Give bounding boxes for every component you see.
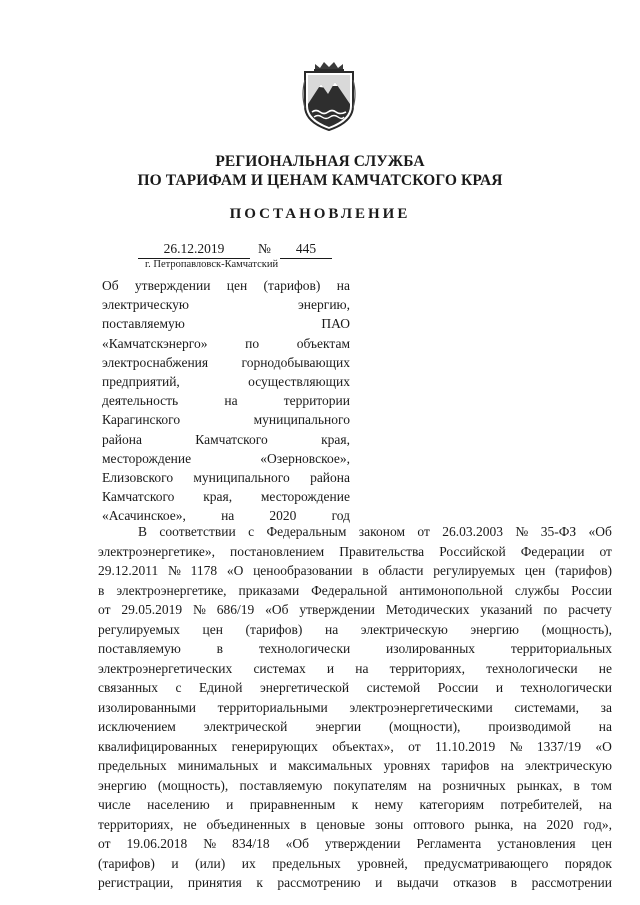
word: соответствии — [159, 524, 236, 539]
word: в — [98, 582, 105, 598]
word: 1337/19 — [536, 738, 582, 754]
word: (тарифов) — [555, 563, 612, 578]
subject-line — [102, 334, 350, 353]
word: к — [256, 875, 263, 890]
word: от — [417, 524, 430, 539]
word: края, — [321, 431, 350, 447]
word: рынка, — [474, 816, 514, 832]
word: № — [509, 738, 523, 754]
word: электрическую — [524, 758, 612, 773]
word: территориях, — [389, 660, 466, 676]
word: поставляемую — [239, 777, 323, 793]
word: указаний — [480, 602, 533, 617]
word: поставляемую — [102, 316, 185, 332]
word: электроэнергетическими — [349, 699, 493, 715]
subject-line — [102, 372, 350, 391]
word: «Асачинское», — [102, 508, 186, 524]
word: энергетической — [259, 680, 350, 695]
word: «Об — [588, 524, 612, 539]
word: территории — [283, 393, 350, 409]
word: от — [599, 543, 612, 559]
document-city: г. Петропавловск-Камчатский — [145, 259, 279, 270]
kamchatka-coat-of-arms-icon — [301, 60, 357, 132]
word: электроэнергетике», — [98, 543, 215, 559]
word: генерирующих — [231, 738, 318, 754]
subject-line — [102, 449, 350, 468]
word: (или) — [195, 855, 226, 871]
word: уровней, — [357, 855, 408, 871]
word: год — [331, 508, 350, 524]
word: Федерации — [520, 543, 585, 559]
document-type-title: ПОСТАНОВЛЕНИЕ — [229, 206, 411, 222]
word: выдачи — [396, 875, 439, 890]
word: квалифицированных — [98, 738, 218, 754]
word: Методических — [385, 602, 470, 617]
word: и — [375, 875, 383, 890]
word: Федеральной — [311, 582, 388, 598]
word: регулируемых — [433, 563, 516, 578]
word: Об — [102, 278, 119, 293]
word: системой — [366, 680, 421, 695]
word: предельных — [272, 855, 341, 871]
body-line — [98, 659, 612, 679]
number-sign: № — [258, 241, 271, 256]
subject-line — [102, 314, 350, 333]
word: на — [355, 660, 369, 676]
word: системах — [253, 660, 306, 676]
word: 19.06.2018 — [126, 836, 188, 851]
word: по — [245, 335, 260, 351]
subject-line — [102, 391, 350, 410]
body-line — [98, 815, 612, 835]
body-line — [98, 756, 612, 776]
word: по — [543, 602, 558, 617]
word: потребителей, — [500, 797, 583, 812]
word: ценообразовании — [253, 563, 353, 578]
word: в — [510, 875, 518, 890]
word: отказов — [453, 875, 497, 890]
word: с — [248, 524, 255, 539]
body-line — [98, 737, 612, 757]
word: энергии — [315, 719, 362, 734]
word: Елизовского — [102, 470, 174, 486]
word: 1178 — [190, 563, 218, 578]
word: электрическую — [102, 297, 190, 313]
word: Российской — [439, 543, 506, 559]
word: 2020 — [546, 816, 574, 832]
word: за — [600, 699, 612, 715]
word: месторождение — [102, 450, 192, 466]
word: с — [175, 680, 182, 695]
word: рассмотрении — [531, 875, 612, 890]
word: от — [408, 738, 421, 754]
word: края, — [203, 489, 233, 505]
word: «Об — [265, 602, 289, 617]
body-line — [98, 698, 612, 718]
word: установления — [497, 836, 576, 851]
word: связанных — [98, 680, 158, 695]
body-line — [98, 600, 612, 620]
body-line — [98, 678, 612, 698]
word: на — [598, 719, 612, 734]
word: осуществляющих — [248, 374, 350, 390]
word: муниципального — [193, 470, 290, 486]
subject-line — [102, 353, 350, 372]
word: минимальных — [177, 758, 259, 773]
word: Карагинского — [102, 412, 181, 428]
word: деятельность — [102, 393, 179, 409]
word: (мощность), — [541, 621, 612, 637]
word: порядок — [564, 855, 612, 871]
word: антимонопольной — [399, 582, 503, 598]
word: 29.05.2019 — [121, 602, 183, 617]
document-body — [98, 522, 612, 893]
word: расчету — [568, 602, 612, 617]
word: территориальными — [217, 699, 328, 715]
word: категориям — [419, 797, 485, 812]
body-line — [98, 776, 612, 796]
body-line — [98, 834, 612, 854]
word: (мощности), — [388, 719, 461, 734]
word: технологически — [258, 641, 351, 656]
word: Камчатского — [102, 489, 175, 505]
word: электрическую — [360, 621, 448, 637]
word: «О — [226, 563, 244, 578]
body-line — [98, 522, 612, 542]
word: нему — [374, 797, 404, 812]
word: населению — [147, 797, 210, 812]
word: Федеральным — [266, 524, 347, 539]
word: России — [437, 680, 479, 695]
word: месторождение — [260, 489, 350, 505]
body-line — [98, 561, 612, 581]
word: электроэнергетических — [98, 660, 233, 676]
word: электроэнергетике, — [116, 582, 227, 598]
word: Правительства — [339, 543, 425, 559]
word: приравненным — [249, 797, 336, 812]
word: территориальных — [510, 641, 612, 656]
word: приказами — [238, 582, 300, 598]
body-line — [98, 717, 612, 737]
word: 11.10.2019 — [434, 738, 496, 754]
word: на — [523, 816, 537, 832]
word: принятия — [187, 875, 242, 890]
word: муниципального — [253, 412, 350, 428]
word: числе — [98, 797, 131, 812]
word: максимальных — [288, 758, 373, 773]
word: и — [226, 797, 234, 812]
word: в — [362, 563, 369, 578]
subject-line — [102, 410, 350, 429]
word: предусматривающего — [424, 855, 549, 871]
word: на — [598, 797, 612, 812]
subject-line — [102, 468, 350, 487]
word: и — [171, 855, 179, 871]
word: службы — [514, 582, 560, 598]
word: объектах», — [332, 738, 394, 754]
word: на — [325, 621, 339, 637]
word: системами, — [514, 699, 579, 715]
word: территориях, — [98, 816, 174, 832]
word: изолированных — [386, 641, 476, 656]
subject-line — [102, 295, 350, 314]
body-line — [98, 581, 612, 601]
word: на — [224, 393, 238, 409]
word: (тарифов) — [263, 278, 321, 293]
word: тарифов — [441, 758, 490, 773]
subject-line — [102, 487, 350, 506]
word: предельных — [98, 758, 167, 773]
word: 35-ФЗ — [540, 524, 577, 539]
word: Регламента — [416, 836, 482, 851]
word: энергию — [470, 621, 519, 637]
body-line — [98, 620, 612, 640]
document-date: 26.12.2019 — [138, 241, 250, 259]
word: технологически — [486, 660, 578, 676]
word: «О — [595, 738, 612, 754]
word: 2020 — [269, 508, 297, 524]
word: в — [300, 816, 307, 832]
word: ценовые — [316, 816, 366, 832]
word: России — [571, 582, 612, 598]
word: горнодобывающих — [241, 354, 350, 370]
word: энергию — [98, 777, 147, 793]
word: розничных — [442, 777, 506, 793]
word: района — [310, 470, 350, 486]
word: покупателям — [333, 777, 407, 793]
word: в — [573, 777, 580, 793]
subject-line — [102, 430, 350, 449]
word: не — [183, 816, 197, 832]
word: цен — [524, 563, 546, 578]
word: технологически — [520, 680, 612, 695]
word: предприятий, — [102, 374, 180, 390]
word: 834/18 — [232, 836, 270, 851]
word: законом — [358, 524, 406, 539]
word: № — [203, 836, 217, 851]
word: оптового — [413, 816, 465, 832]
word: энергию, — [298, 297, 350, 313]
word: 686/19 — [216, 602, 255, 617]
word: на — [336, 278, 350, 293]
word: (тарифов) — [245, 621, 303, 637]
word: и — [326, 660, 335, 676]
word: год», — [583, 816, 612, 832]
word: уровнях — [383, 758, 431, 773]
word: от — [98, 602, 111, 617]
word: изолированными — [98, 699, 196, 715]
body-line — [98, 542, 612, 562]
word: том — [591, 777, 612, 793]
word: В — [138, 524, 148, 539]
body-line — [98, 873, 612, 893]
word: в — [216, 641, 224, 656]
word: цен — [226, 278, 248, 293]
word: на — [418, 777, 432, 793]
word: Камчатского — [195, 431, 268, 447]
body-line — [98, 854, 612, 874]
word: производимой — [488, 719, 571, 734]
word: рынках, — [516, 777, 563, 793]
word: № — [515, 524, 529, 539]
word: электроснабжения — [102, 354, 209, 370]
word: утверждении — [299, 602, 375, 617]
word: и — [495, 680, 504, 695]
word: поставляемую — [98, 641, 181, 656]
word: № — [167, 563, 181, 578]
word: от — [98, 836, 111, 851]
word: регулируемых — [98, 621, 180, 637]
document-subject — [102, 276, 350, 526]
word: их — [241, 855, 256, 871]
word: района — [102, 431, 142, 447]
word: цен — [591, 836, 612, 851]
word: на — [221, 508, 235, 524]
word: цен — [202, 621, 223, 637]
word: постановлением — [229, 543, 325, 559]
word: № — [192, 602, 206, 617]
document-number: 445 — [280, 241, 332, 259]
word: и — [269, 758, 277, 773]
word: объектам — [296, 335, 350, 351]
word: области — [378, 563, 424, 578]
body-line — [98, 795, 612, 815]
word: не — [598, 660, 612, 676]
word: 29.12.2011 — [98, 563, 159, 578]
word: (мощность), — [157, 777, 229, 793]
word: электрической — [203, 719, 288, 734]
word: (тарифов) — [98, 855, 155, 871]
word: рассмотрению — [277, 875, 361, 890]
word: утверждении — [134, 278, 211, 293]
word: «Об — [285, 836, 309, 851]
word: к — [351, 797, 359, 812]
word: зоны — [375, 816, 404, 832]
word: «Озерновское», — [260, 450, 350, 466]
body-line — [98, 639, 612, 659]
word: объединенных — [206, 816, 291, 832]
word: ПАО — [321, 316, 350, 332]
organization-title-line-2: ПО ТАРИФАМ И ЦЕНАМ КАМЧАТСКОГО КРАЯ — [137, 172, 503, 189]
word: «Камчатскэнерго» — [102, 335, 208, 351]
word: Единой — [198, 680, 243, 695]
word: исключением — [98, 719, 176, 734]
word: утверждении — [324, 836, 401, 851]
word: 26.03.2003 — [442, 524, 504, 539]
organization-title-line-1: РЕГИОНАЛЬНАЯ СЛУЖБА — [215, 153, 425, 170]
word: регистрации, — [98, 875, 174, 890]
subject-line — [102, 276, 350, 295]
word: на — [500, 758, 514, 773]
